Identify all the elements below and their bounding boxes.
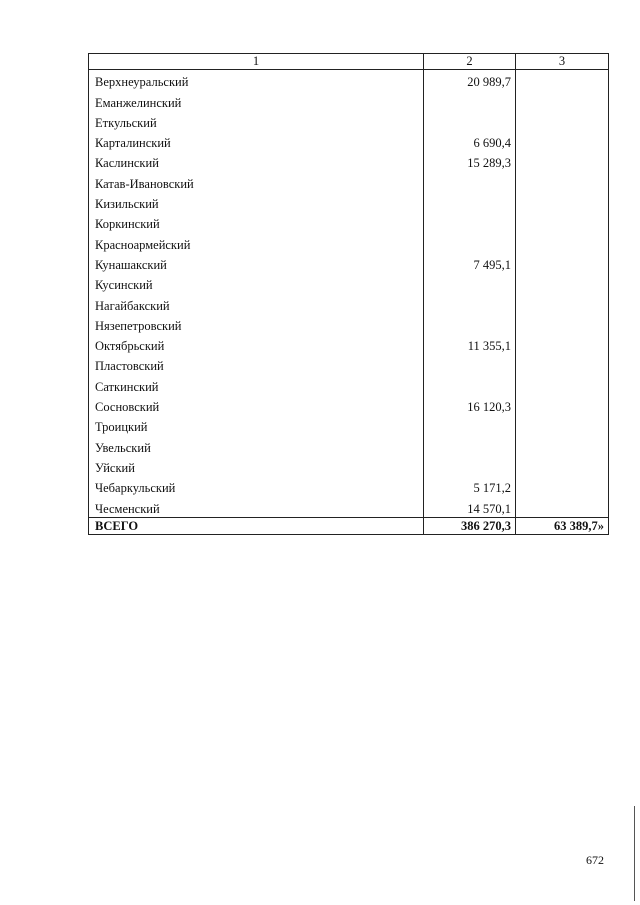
district-name-cell: Красноармейский — [89, 232, 424, 252]
table-row — [89, 395, 609, 415]
district-name-cell: Верхнеуральский — [89, 70, 424, 91]
total-col3: 63 389,7» — [516, 517, 609, 534]
table-row — [89, 212, 609, 232]
value-cell-col2 — [424, 192, 516, 212]
value-cell-col3 — [516, 90, 609, 110]
value-cell-col2 — [424, 415, 516, 435]
table-row — [89, 496, 609, 517]
district-name-cell: Нязепетровский — [89, 314, 424, 334]
district-name-cell: Троицкий — [89, 415, 424, 435]
district-name-cell: Катав-Ивановский — [89, 171, 424, 191]
value-cell-col3 — [516, 415, 609, 435]
district-name-cell: Уйский — [89, 456, 424, 476]
table-row — [89, 151, 609, 171]
value-cell-col2: 14 570,1 — [424, 496, 516, 517]
district-name-cell: Саткинский — [89, 374, 424, 394]
district-name-cell: Пластовский — [89, 354, 424, 374]
value-cell-col2: 16 120,3 — [424, 395, 516, 415]
value-cell-col3 — [516, 496, 609, 517]
value-cell-col3 — [516, 293, 609, 313]
value-cell-col3 — [516, 395, 609, 415]
value-cell-col2 — [424, 171, 516, 191]
table-row — [89, 253, 609, 273]
value-cell-col2 — [424, 374, 516, 394]
district-name-cell: Чебаркульский — [89, 476, 424, 496]
value-cell-col2 — [424, 293, 516, 313]
district-name-cell: Еткульский — [89, 111, 424, 131]
table-row — [89, 293, 609, 313]
value-cell-col3 — [516, 70, 609, 91]
value-cell-col2: 7 495,1 — [424, 253, 516, 273]
district-name-cell: Карталинский — [89, 131, 424, 151]
scan-edge-line — [634, 806, 635, 901]
value-cell-col3 — [516, 253, 609, 273]
value-cell-col2 — [424, 273, 516, 293]
district-name-cell: Нагайбакский — [89, 293, 424, 313]
district-name-cell: Увельский — [89, 435, 424, 455]
district-name-cell: Сосновский — [89, 395, 424, 415]
header-row — [89, 54, 609, 70]
page-number: 672 — [586, 853, 604, 867]
value-cell-col2 — [424, 212, 516, 232]
value-cell-col2 — [424, 456, 516, 476]
table-row — [89, 415, 609, 435]
table-row — [89, 273, 609, 293]
header-col-2: 2 — [424, 54, 516, 70]
value-cell-col2: 11 355,1 — [424, 334, 516, 354]
district-name-cell: Каслинский — [89, 151, 424, 171]
table-row — [89, 232, 609, 252]
value-cell-col3 — [516, 273, 609, 293]
value-cell-col2 — [424, 232, 516, 252]
district-name-cell: Кунашакский — [89, 253, 424, 273]
table-body — [89, 70, 609, 535]
value-cell-col3 — [516, 131, 609, 151]
value-cell-col3 — [516, 354, 609, 374]
table-row — [89, 131, 609, 151]
total-label: ВСЕГО — [89, 517, 424, 534]
value-cell-col3 — [516, 456, 609, 476]
table-row — [89, 111, 609, 131]
table-row — [89, 354, 609, 374]
value-cell-col3 — [516, 435, 609, 455]
table-row — [89, 70, 609, 91]
value-cell-col3 — [516, 476, 609, 496]
table-row — [89, 314, 609, 334]
table-row — [89, 90, 609, 110]
value-cell-col2: 6 690,4 — [424, 131, 516, 151]
value-cell-col2 — [424, 111, 516, 131]
value-cell-col3 — [516, 151, 609, 171]
district-name-cell: Октябрьский — [89, 334, 424, 354]
header-col-1: 1 — [89, 54, 424, 70]
table-row — [89, 476, 609, 496]
value-cell-col3 — [516, 171, 609, 191]
value-cell-col3 — [516, 374, 609, 394]
value-cell-col2 — [424, 90, 516, 110]
district-name-cell: Еманжелинский — [89, 90, 424, 110]
value-cell-col3 — [516, 111, 609, 131]
district-name-cell: Кизильский — [89, 192, 424, 212]
value-cell-col3 — [516, 314, 609, 334]
table-row — [89, 374, 609, 394]
total-row — [89, 517, 609, 534]
value-cell-col2: 15 289,3 — [424, 151, 516, 171]
value-cell-col2 — [424, 314, 516, 334]
table-row — [89, 171, 609, 191]
district-name-cell: Коркинский — [89, 212, 424, 232]
value-cell-col3 — [516, 212, 609, 232]
document-table-container — [88, 53, 608, 535]
value-cell-col2: 20 989,7 — [424, 70, 516, 91]
value-cell-col3 — [516, 232, 609, 252]
value-cell-col3 — [516, 334, 609, 354]
district-name-cell: Кусинский — [89, 273, 424, 293]
total-col2: 386 270,3 — [424, 517, 516, 534]
value-cell-col3 — [516, 192, 609, 212]
table-row — [89, 192, 609, 212]
header-col-3: 3 — [516, 54, 609, 70]
district-name-cell: Чесменский — [89, 496, 424, 517]
value-cell-col2 — [424, 354, 516, 374]
value-cell-col2: 5 171,2 — [424, 476, 516, 496]
value-cell-col2 — [424, 435, 516, 455]
table-row — [89, 456, 609, 476]
table-row — [89, 334, 609, 354]
budget-table — [88, 53, 609, 535]
table-row — [89, 435, 609, 455]
